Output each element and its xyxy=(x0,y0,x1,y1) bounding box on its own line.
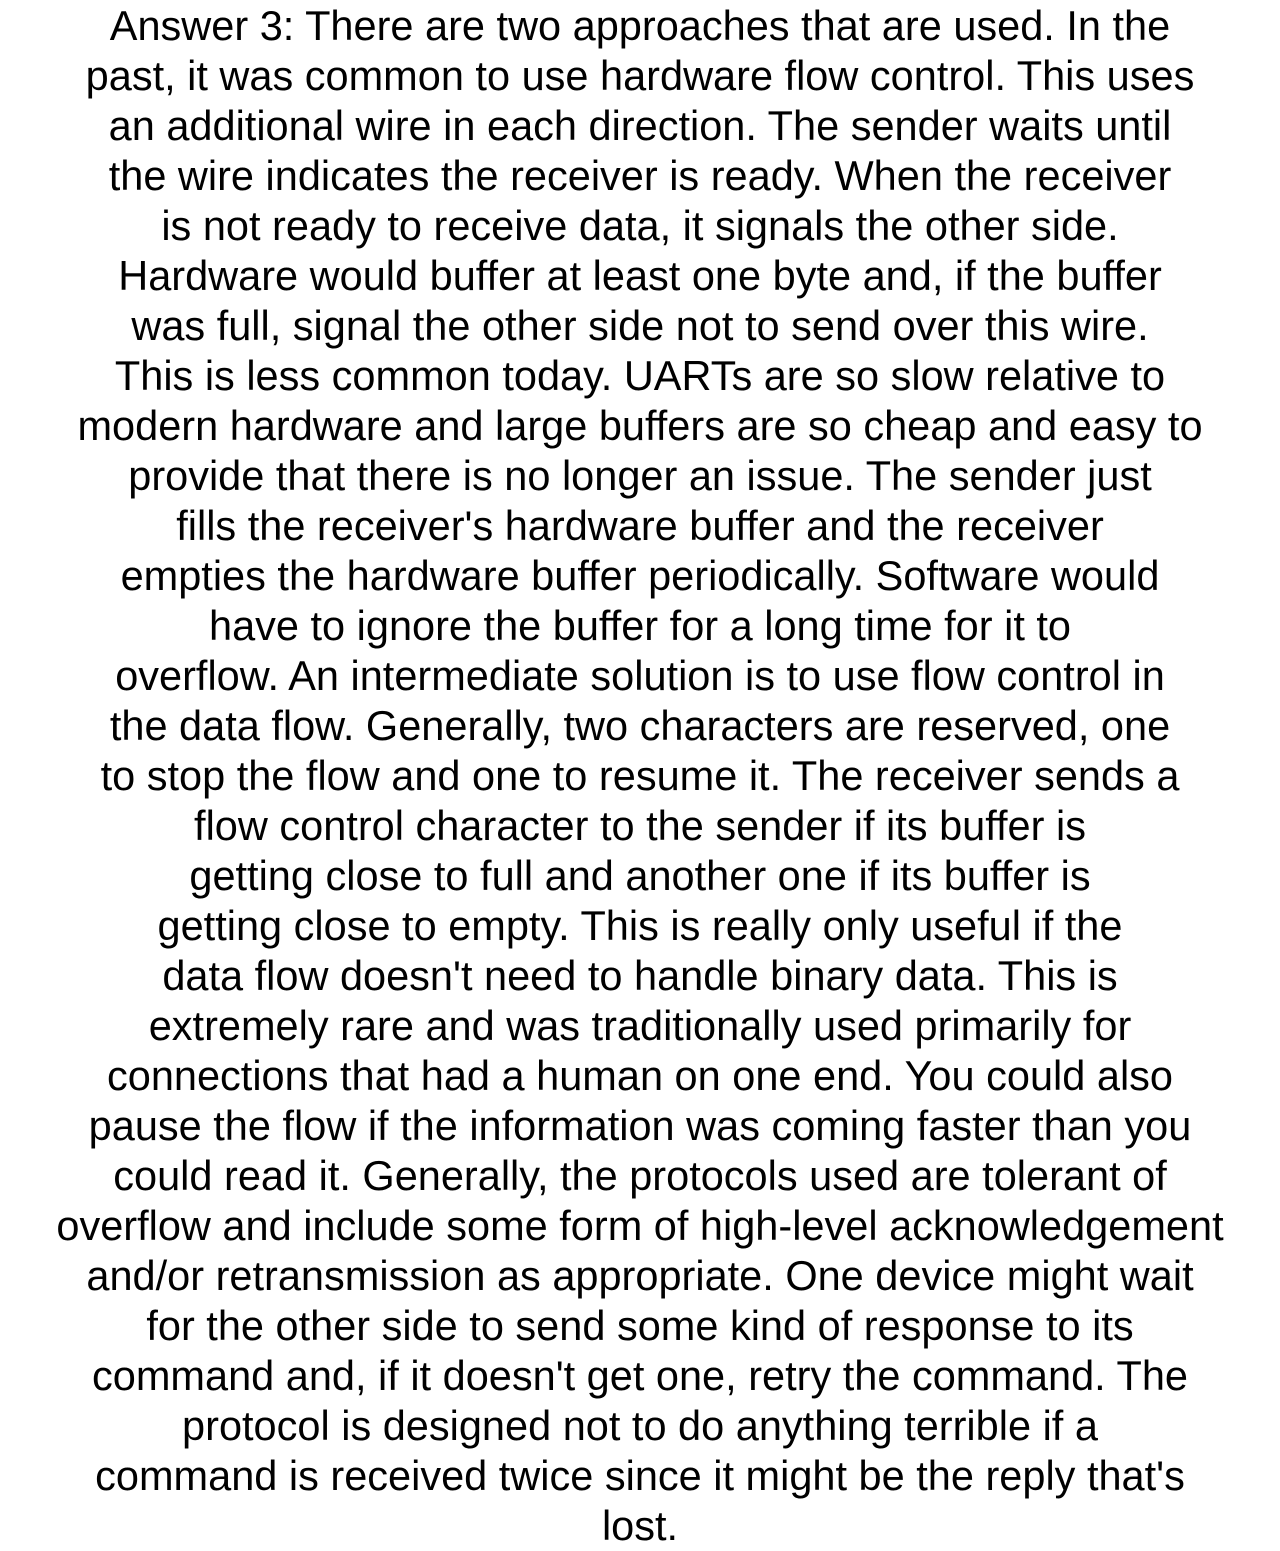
answer-line: This is less common today. UARTs are so slow relative to xyxy=(114,352,1166,399)
answer-line: data flow doesn't need to handle binary data. This is xyxy=(162,952,1118,999)
answer-line: lost. xyxy=(601,1502,679,1549)
answer-line: and/or retransmission as appropriate. One device might wait xyxy=(86,1252,1194,1299)
answer-line: pause the flow if the information was coming faster than you xyxy=(88,1102,1192,1149)
answer-line: provide that there is no longer an issue. The sender just xyxy=(128,452,1152,499)
answer-line: have to ignore the buffer for a long time for it to xyxy=(208,602,1072,649)
answer-line: is not ready to receive data, it signals the other side. xyxy=(161,202,1119,249)
answer-line: Answer 3: There are two approaches that are used. In the xyxy=(109,2,1171,49)
answer-line: the wire indicates the receiver is ready. When the receiver xyxy=(108,152,1172,199)
answer-line: the data flow. Generally, two characters are reserved, one xyxy=(109,702,1171,749)
answer-line: getting close to full and another one if its buffer is xyxy=(189,852,1091,899)
answer-line: overflow. An intermediate solution is to use flow control in xyxy=(115,652,1165,699)
answer-line: an additional wire in each direction. The sender waits until xyxy=(108,102,1172,149)
answer-line: flow control character to the sender if its buffer is xyxy=(194,802,1086,849)
answer-line: for the other side to send some kind of response to its xyxy=(146,1302,1134,1349)
answer-line: extremely rare and was traditionally used primarily for xyxy=(148,1002,1132,1049)
answer-line: fills the receiver's hardware buffer and the receiver xyxy=(176,502,1104,549)
answer-line: protocol is designed not to do anything terrible if a xyxy=(182,1402,1098,1449)
answer-line: to stop the flow and one to resume it. The receiver sends a xyxy=(100,752,1180,799)
answer-line: overflow and include some form of high-level acknowledgement xyxy=(56,1202,1224,1249)
answer-line: Hardware would buffer at least one byte and, if the buffer xyxy=(118,252,1162,299)
answer-line: connections that had a human on one end. You could also xyxy=(106,1052,1173,1099)
answer-line: could read it. Generally, the protocols used are tolerant of xyxy=(113,1152,1167,1199)
answer-line: command is received twice since it might be the reply that's xyxy=(95,1452,1185,1499)
answer-line: command and, if it doesn't get one, retry the command. The xyxy=(92,1352,1188,1399)
answer-line: empties the hardware buffer periodically. Software would xyxy=(120,552,1160,599)
answer-line: getting close to empty. This is really only useful if the xyxy=(157,902,1123,949)
answer-line: was full, signal the other side not to send over this wire. xyxy=(131,302,1149,349)
answer-line: modern hardware and large buffers are so cheap and easy to xyxy=(77,402,1203,449)
answer-line: past, it was common to use hardware flow control. This uses xyxy=(85,52,1195,99)
